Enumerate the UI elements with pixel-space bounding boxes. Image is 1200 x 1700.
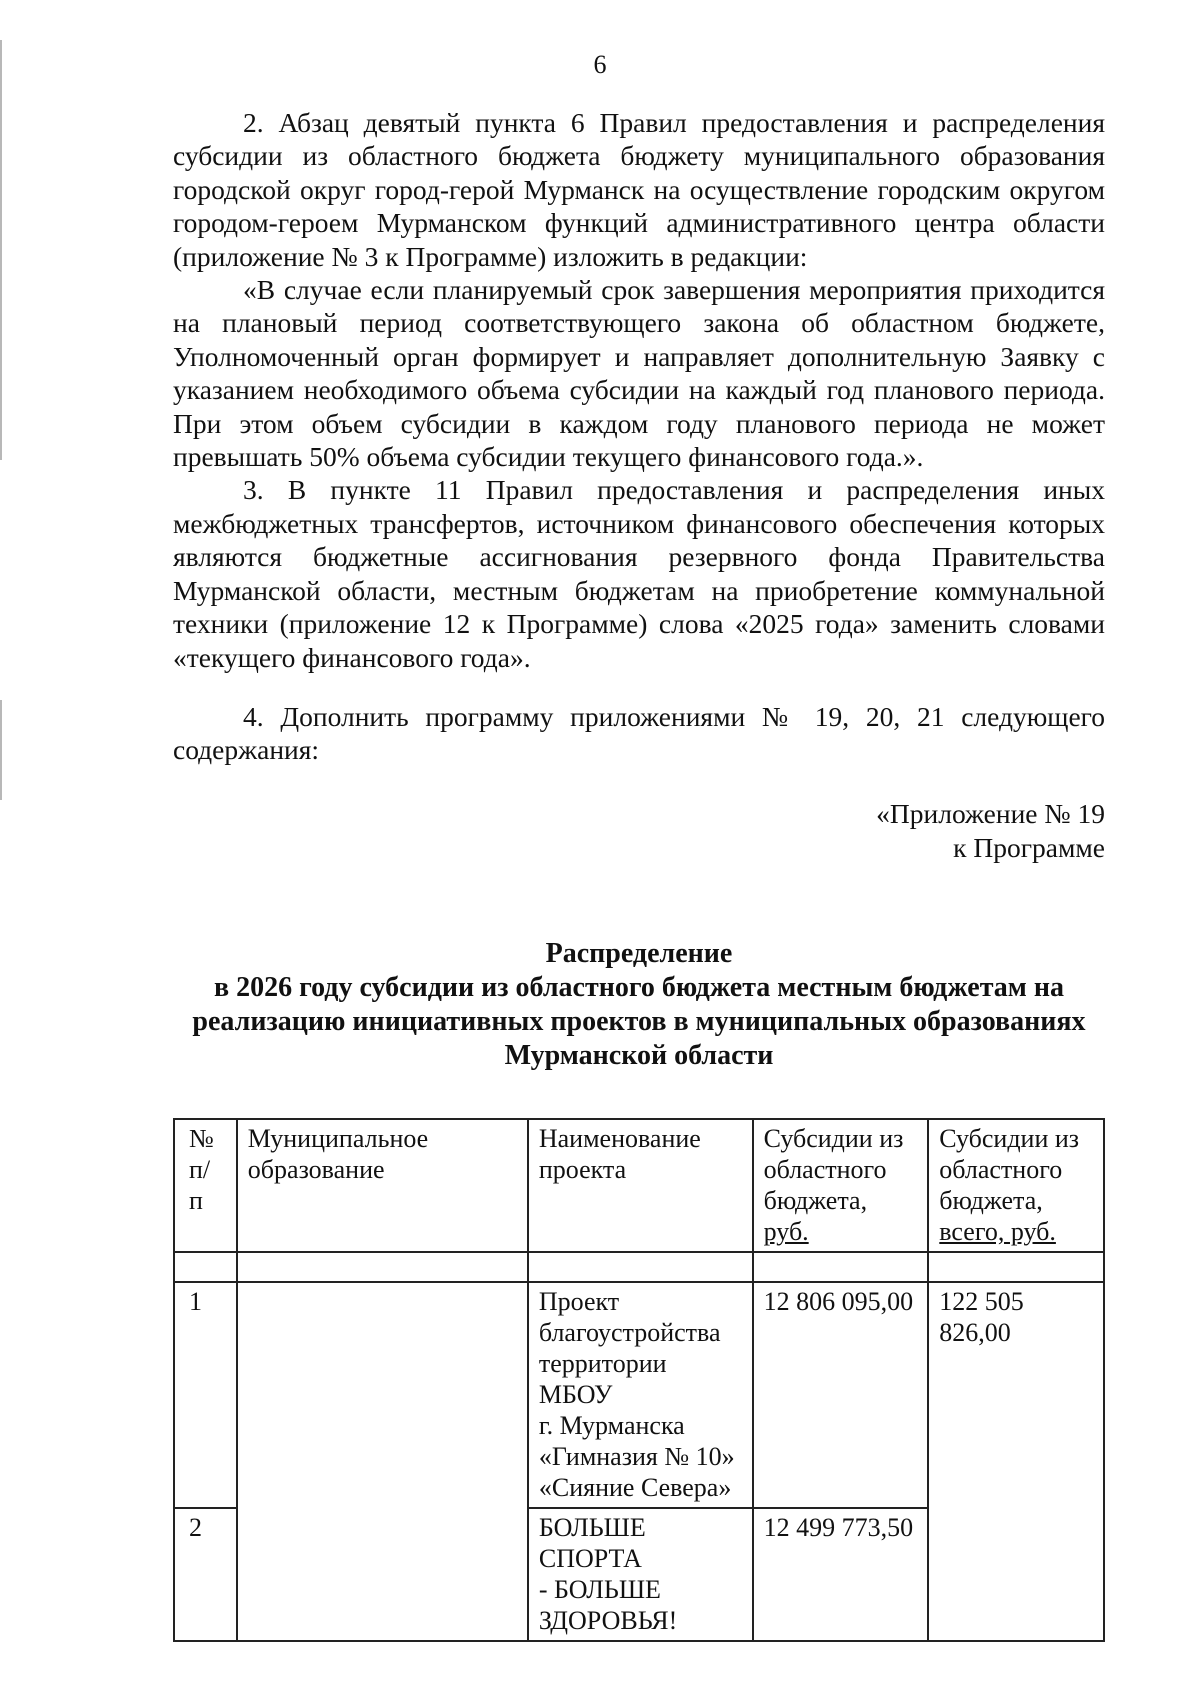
appendix-reference <box>876 797 1105 865</box>
project-text: БОЛЬШЕ СПОРТА <box>538 1513 646 1573</box>
header-text: бюджета, <box>939 1186 1043 1215</box>
paragraph-quote: «В случае если планируемый срок завершения мероприятия приходится на плановый период соответствующего закона об областном бюджете, Уполномоченный орган формирует и направляет дополнительную Заявку с указанием необходимого объема субсидии на каждый год планового периода. При этом объем субсидии в каждом году планового периода не может превышать 50% объема субсидии текущего финансового года.». <box>173 274 1105 473</box>
header-text: проекта <box>538 1155 627 1184</box>
table-title <box>173 937 1105 1073</box>
header-subsidy-total <box>928 1119 1104 1252</box>
paragraph-2: 2. Абзац девятый пункта 6 Правил предоставления и распределения субсидии из областного бюджета бюджету муниципального образования городской округ город-герой Мурманск на осуществление городским округом городом-героем Мурманском функций административного центра области (приложение № 3 к Программе) изложить в редакции: <box>173 107 1105 272</box>
spacer-cell <box>528 1252 753 1282</box>
spacer-cell <box>237 1252 528 1282</box>
header-text: образование <box>247 1155 385 1184</box>
project-text: «Сияние Севера» <box>538 1473 732 1502</box>
header-text: Муниципальное <box>247 1124 429 1153</box>
row-num: 1 <box>174 1282 237 1508</box>
table-title-line-1: Распределение <box>545 938 733 969</box>
header-text: № <box>189 1124 214 1153</box>
appendix-line-1: «Приложение № 19 <box>876 798 1105 829</box>
project-text: Проект <box>538 1287 620 1316</box>
table-spacer-row <box>174 1252 1104 1282</box>
header-text: областного <box>763 1155 887 1184</box>
spacer-cell <box>174 1252 237 1282</box>
row-subsidy-total: 122 505 826,00 <box>928 1282 1104 1641</box>
row-num: 2 <box>174 1508 237 1641</box>
distribution-table <box>173 1118 1105 1642</box>
header-subsidy <box>753 1119 929 1252</box>
table-row <box>174 1282 1104 1508</box>
project-text: территории МБОУ <box>538 1349 667 1409</box>
page-number: 6 <box>593 50 607 79</box>
appendix-line-2: к Программе <box>953 832 1105 863</box>
header-project <box>528 1119 753 1252</box>
project-text: - БОЛЬШЕ <box>538 1575 661 1604</box>
row-project <box>528 1282 753 1508</box>
table-title-line-3: реализацию инициативных проектов в муниципальных образованиях <box>192 1006 1086 1037</box>
table-title-line-2: в 2026 году субсидии из областного бюджета местным бюджетам на <box>213 972 1065 1003</box>
scan-edge-mark <box>0 700 2 800</box>
row-municipality <box>237 1282 528 1641</box>
scan-edge-mark <box>0 40 2 460</box>
header-text: п <box>189 1186 203 1215</box>
header-text: Субсидии из <box>939 1124 1080 1153</box>
project-text: г. Мурманска <box>538 1411 685 1440</box>
paragraph-4: 4. Дополнить программу приложениями № 19, 20, 21 следующего содержания: <box>173 700 1105 766</box>
spacer-cell <box>753 1252 929 1282</box>
header-text: бюджета, <box>763 1186 868 1215</box>
spacer-cell <box>928 1252 1104 1282</box>
header-text: п/ <box>189 1155 211 1184</box>
row-project <box>528 1508 753 1641</box>
document-body <box>173 106 1105 767</box>
project-text: «Гимназия № 10» <box>538 1442 735 1471</box>
table-header-row <box>174 1119 1104 1252</box>
header-text: Наименование <box>538 1124 701 1153</box>
project-text: благоустройства <box>538 1318 721 1347</box>
project-text: ЗДОРОВЬЯ! <box>538 1606 678 1635</box>
header-text: всего, руб. <box>939 1217 1056 1246</box>
paragraph-3: 3. В пункте 11 Правил предоставления и распределения иных межбюджетных трансфертов, источником финансового обеспечения которых являются бюджетные ассигнования резервного фонда Правительства Мурманской области, местным бюджетам на приобретение коммунальной техники (приложение 12 к Программе) слова «2025 года» заменить словами «текущего финансового года». <box>173 474 1105 673</box>
header-text: областного <box>939 1155 1063 1184</box>
header-text: Субсидии из <box>763 1124 904 1153</box>
row-subsidy: 12 499 773,50 <box>753 1508 929 1641</box>
header-num <box>174 1119 237 1252</box>
header-municipality <box>237 1119 528 1252</box>
table-title-line-4: Мурманской области <box>504 1040 774 1071</box>
header-text: руб. <box>763 1217 809 1246</box>
row-subsidy: 12 806 095,00 <box>753 1282 929 1508</box>
